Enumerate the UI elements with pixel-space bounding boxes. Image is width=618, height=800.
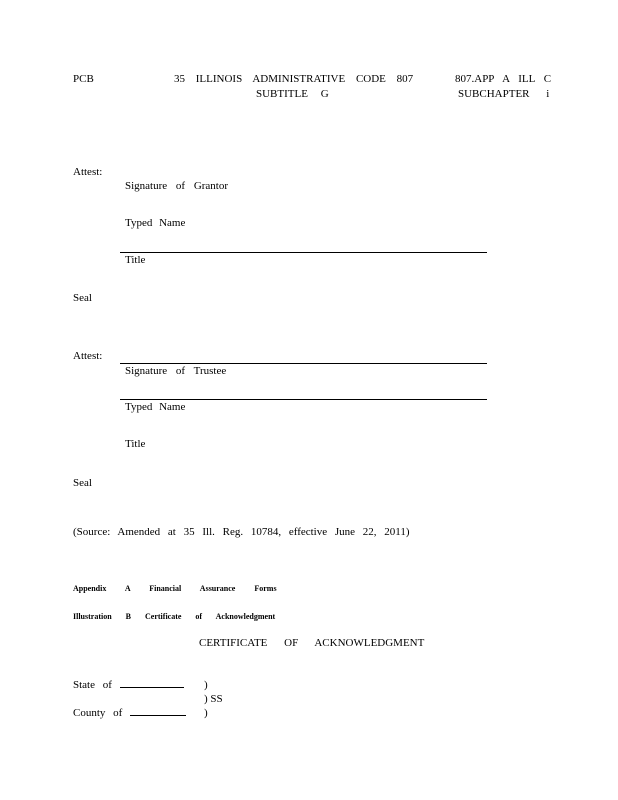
state-blank xyxy=(120,687,184,688)
source-note: (Source: Amended at 35 Ill. Reg. 10784, effective June 22, 2011) xyxy=(73,526,410,538)
venue-paren-top: ) xyxy=(204,679,208,691)
trustee-signature-line xyxy=(120,363,487,364)
grantor-title-line xyxy=(120,252,487,253)
header-subtitle: SUBTITLE G xyxy=(256,88,329,100)
certificate-title: CERTIFICATE OF ACKNOWLEDGMENT xyxy=(199,637,425,649)
grantor-signature-label: Signature of Grantor xyxy=(125,180,229,192)
trustee-signature-label: Signature of Trustee xyxy=(125,365,227,377)
county-blank xyxy=(130,715,186,716)
appendix-heading: Appendix A Financial Assurance Forms xyxy=(73,584,277,593)
grantor-typed-name-label: Typed Name xyxy=(125,217,186,229)
county-field xyxy=(73,707,186,719)
trustee-typed-name-label: Typed Name xyxy=(125,401,186,413)
header-section: 807.APP A ILL C xyxy=(455,73,552,85)
trustee-attest-label: Attest: xyxy=(73,350,103,362)
state-label: State of xyxy=(73,679,112,691)
venue-ss: ) SS xyxy=(204,693,223,705)
trustee-typed-name-line xyxy=(120,399,487,400)
header-pcb: PCB xyxy=(73,73,94,85)
grantor-title-label: Title xyxy=(125,254,146,266)
state-field xyxy=(73,679,184,691)
venue-paren-bottom: ) xyxy=(204,707,208,719)
header-subchapter: SUBCHAPTER i xyxy=(458,88,550,100)
trustee-title-label: Title xyxy=(125,438,146,450)
header-title: 35 ILLINOIS ADMINISTRATIVE CODE 807 xyxy=(174,73,414,85)
grantor-seal-label: Seal xyxy=(73,292,92,304)
illustration-heading: Illustration B Certificate of Acknowledgment xyxy=(73,612,276,621)
grantor-attest-label: Attest: xyxy=(73,166,103,178)
trustee-seal-label: Seal xyxy=(73,477,92,489)
county-label: County of xyxy=(73,707,123,719)
